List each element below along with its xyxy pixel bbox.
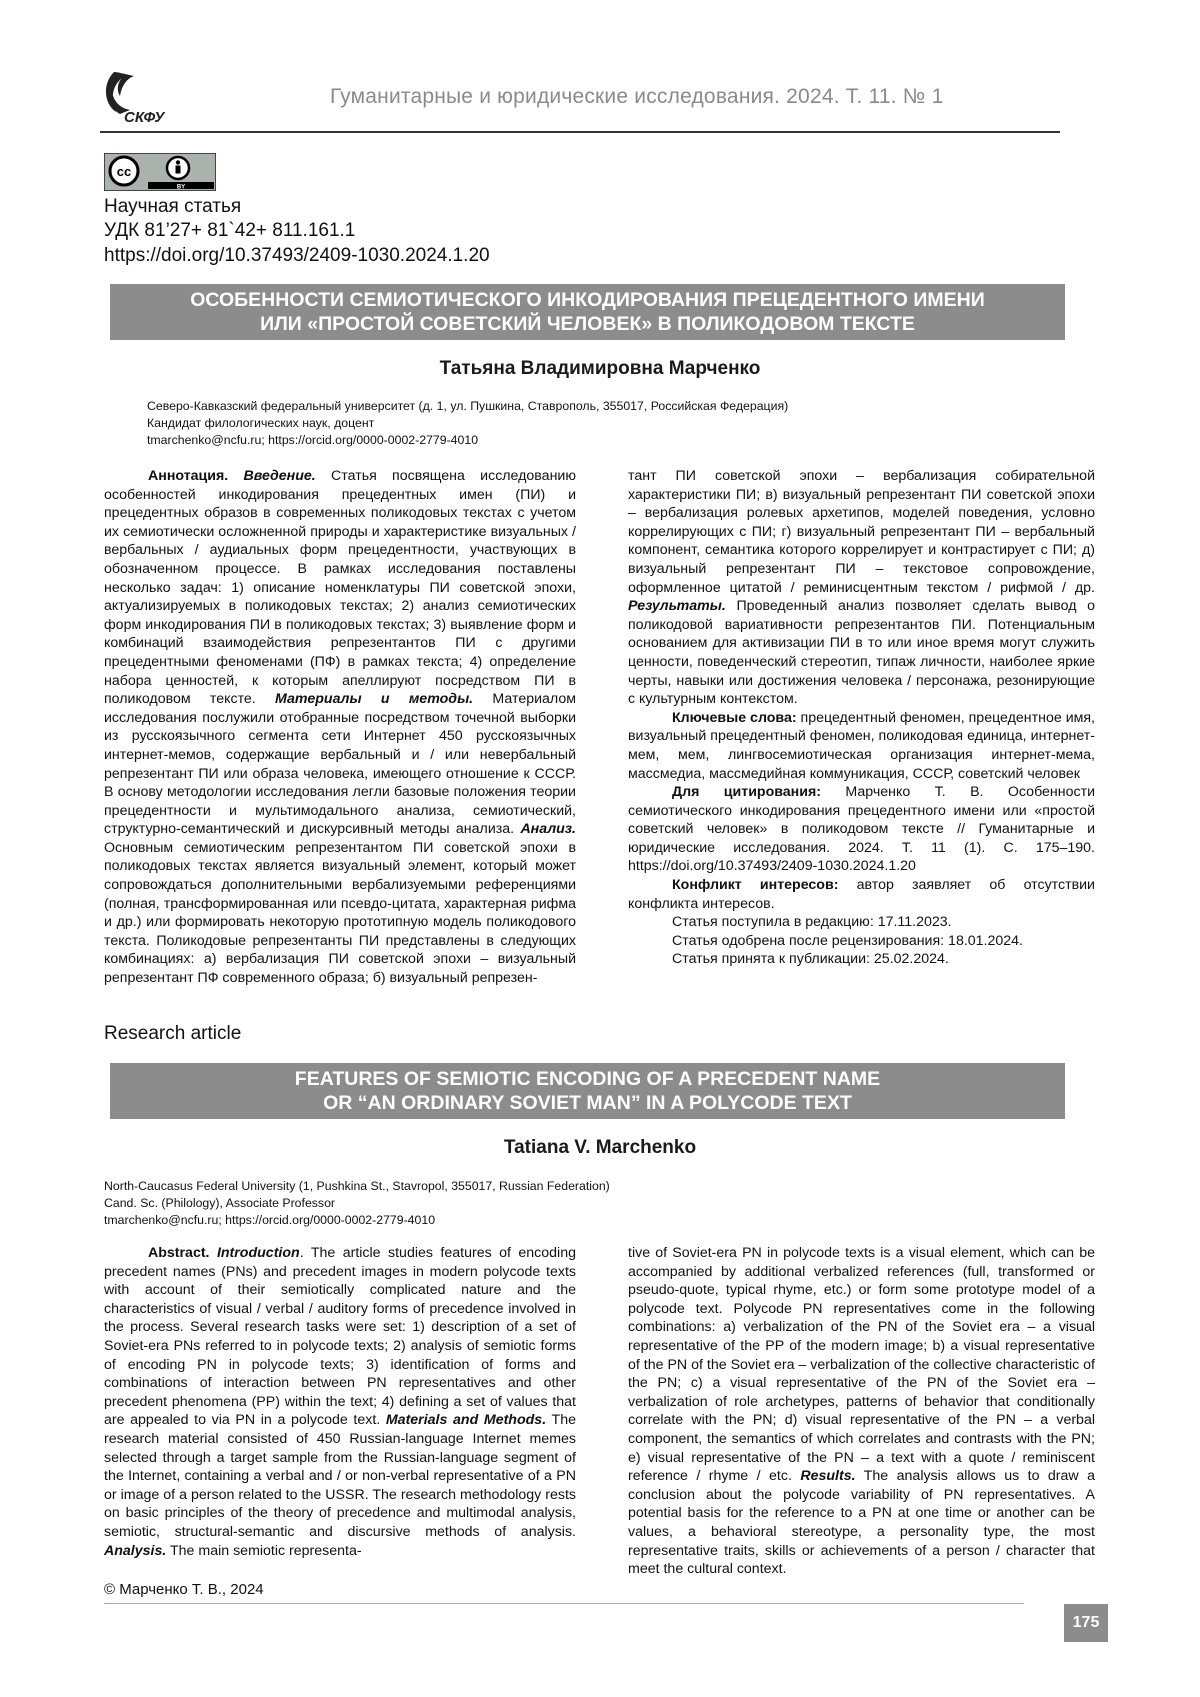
citation-ru: Марченко Т. В. Особенности семиотического инкодирования прецедентного имени или «простой советский человек» в поликодовом тексте // Гуманитарные и юридические исследования. 2024. Т. 11 (1). С. 175–190. https://doi.org/10.37493/2409-1030.2024.1.20 xyxy=(628,784,1095,874)
analysis-en-label: Analysis. xyxy=(104,1543,166,1559)
results-ru-label: Результаты. xyxy=(628,598,726,614)
date-accepted: Статья принята к публикации: 25.02.2024. xyxy=(628,950,1095,969)
analysis-en-continued: tive of Soviet-era PN in polycode texts is a visual element, which can be accompanied by additional verbalized references (full, transformed or pseudo-quote, typical rhyme, etc.) or form some prototype model of a polycode text. Polycode PN representatives come in the following combinations: a) verbalization of the PN of the Soviet era – a visual representative of the PP of the modern image; b) a visual representative of the PN of the Soviet era – verbalization of the collective characteristic of the PN; c) a visual representative of the PN of the Soviet era – verbalization of role archetypes, patterns of behavior that conditionally correlate with the PN; d) visual representative of the PN – a verbal component, the semantics of which correlates and contrasts with the PN; e) visual representative of the PN – a text with a quote / reminiscent reference / rhyme / etc. xyxy=(628,1245,1095,1484)
copyright-notice: © Марченко Т. В., 2024 xyxy=(104,1581,264,1598)
results-ru-text: Проведенный анализ позволяет сделать вывод о поликодовой вариативности репрезентантов ПИ. Потенциальным основанием для активизации ПИ в то или иное время могут служить ценности, поведенческий стереотип, типаж личности, наиболее яркие черты, навыки или достижения человека / персонажа, резонирующие с культурным контекстом. xyxy=(628,598,1095,707)
results-en-label: Results. xyxy=(800,1468,855,1484)
svg-text:cc: cc xyxy=(117,164,131,179)
methods-ru-label: Материалы и методы. xyxy=(275,691,473,707)
udk-code: УДК 81’27+ 81`42+ 811.161.1 xyxy=(104,220,355,242)
author-ru: Татьяна Владимировна Марченко xyxy=(0,358,1200,380)
article-type-ru: Научная статья xyxy=(104,196,241,218)
header-divider xyxy=(100,131,1060,133)
date-received: Статья поступила в редакцию: 17.11.2023. xyxy=(628,913,1095,932)
methods-ru-text: Материалом исследования послужили отобранные посредством точечной выборки из русскоязычного сегмента сети Интернет 450 русскоязычных интернет-мемов, содержащие вербальный и / или невербальный репрезентант ПИ или образа человека, имеющего отношение к СССР. В основу методологии исследования легли базовые положения теории прецедентности и мультимодального анализа, семиотический, структурно-семантический и дискурсивный методы анализа. xyxy=(104,691,576,837)
university-logo xyxy=(100,70,178,125)
affiliation-en-block xyxy=(104,1178,1024,1229)
intro-ru-text: Статья посвящена исследованию особенностей инкодирования прецедентных имен (ПИ) и прецедентных образов в современных поликодовых текстах с учетом их семиотически осложненной природы и характеристике визуальных / вербальных / аудиальных форм прецедентности, участвующих в обозначенном процессе. В рамках исследования поставлены несколько задач: 1) описание номенклатуры ПИ советской эпохи, актуализируемых в поликодовых текстах; 2) анализ семиотических форм инкодирования ПИ в поликодовых текстах; 3) выявление форм и комбинаций взаимодействия репрезентантов ПИ с другими прецедентными феноменами (ПФ) в рамках текста; 4) определение набора ценностей, к которым апеллируют посредством ПИ в поликодовом тексте. xyxy=(104,468,576,707)
affiliation-ru-block xyxy=(147,398,1067,449)
contact-en[interactable]: tmarchenko@ncfu.ru; https://orcid.org/0000-0002-2779-4010 xyxy=(104,1212,1024,1229)
results-en-text: The analysis allows us to draw a conclusion about the polycode variability of PN representatives. A potential basis for the reference to a PN at one time or another can be values, a behavioral stereotype, a personality type, the most representative traits, skills or achievements of a person / character that meet the cultural context. xyxy=(628,1468,1095,1574)
journal-title: Гуманитарные и юридические исследования. 2024. Т. 11. № 1 xyxy=(330,85,943,109)
conflict-ru-label: Конфликт интересов: xyxy=(672,877,838,893)
keywords-ru-label: Ключевые слова: xyxy=(672,710,797,726)
article-type-en: Research article xyxy=(104,1023,241,1045)
doi-link[interactable]: https://doi.org/10.37493/2409-1030.2024.1.20 xyxy=(104,245,490,267)
intro-en-label: Introduction xyxy=(217,1245,300,1261)
citation-ru-label: Для цитирования: xyxy=(672,784,821,800)
intro-ru-label: Введение. xyxy=(243,468,315,484)
analysis-ru-label: Анализ. xyxy=(520,821,576,837)
footer-divider xyxy=(104,1603,1024,1604)
cc-by-license-icon xyxy=(104,153,216,191)
keywords-ru: прецедентный феномен, прецедентное имя, визуальный прецедентный феномен, поликодовая единица, интернет-мем, мем, лингвосемиотическая организация интернет-мема, массмедиа, массмедийная коммуникация, СССР, советский человек xyxy=(628,710,1095,782)
title-ru-line1: ОСОБЕННОСТИ СЕМИОТИЧЕСКОГО ИНКОДИРОВАНИЯ ПРЕЦЕДЕНТНОГО ИМЕНИ xyxy=(110,288,1065,312)
abstract-ru-left-column xyxy=(104,467,576,1017)
title-en-line1: FEATURES OF SEMIOTIC ENCODING OF A PRECEDENT NAME xyxy=(110,1067,1065,1091)
analysis-ru-continued: тант ПИ советской эпохи – вербализация собирательной характеристики ПИ; в) визуальный репрезентант ПИ советской эпохи – вербализация ролевых архетипов, моделей поведения, условно коррелирующих с ПИ; г) визуальный репрезентант ПИ – вербальный компонент, семантика которого коррелирует и контрастирует с ПИ; д) визуальный репрезентант ПИ – текстовое сопровождение, оформленное цитатой / реминисцентным текстом / рифмой / др. xyxy=(628,468,1095,596)
title-ru-banner xyxy=(110,284,1065,340)
abstract-en-left-column xyxy=(104,1244,576,1574)
abstract-en-right-column xyxy=(628,1244,1095,1574)
intro-en-text: . The article studies features of encoding precedent names (PNs) and precedent images in modern polycode texts with account of their semiotically complicated nature and the characteristics of visual / verbal / auditory forms of precedence involved in the process. Several research tasks were set: 1) description of a set of Soviet-era PNs referred to in polycode texts; 2) analysis of semiotic forms of encoding PN in polycode texts; 3) identification of forms and combinations of interaction between PN representatives and other precedent phenomena (PP) within the text; 4) defining a set of values that are appealed to via PN in a polycode text. xyxy=(104,1245,576,1428)
affiliation-en: North-Caucasus Federal University (1, Pushkina St., Stavropol, 355017, Russian Federation) xyxy=(104,1178,1024,1195)
author-en: Tatiana V. Marchenko xyxy=(0,1137,1200,1159)
abstract-ru-label: Аннотация. xyxy=(148,468,228,484)
affiliation-ru: Северо-Кавказский федеральный университет (д. 1, ул. Пушкина, Ставрополь, 355017, Российская Федерация) xyxy=(147,398,1067,415)
abstract-ru-right-column xyxy=(628,467,1095,987)
logo-text: СКФУ xyxy=(124,109,166,125)
abstract-en-label: Abstract. xyxy=(148,1245,210,1261)
methods-en-text: The research material consisted of 450 Russian-language Internet memes selected through a target sample from the Russian-language segment of the Internet, containing a verbal and / or non-verbal representative of a PN or image of a person related to the USSR. The research methodology rests on basic principles of the theory of precedence and multimodal analysis, semiotic, structural-semantic and discursive methods of analysis. xyxy=(104,1412,576,1540)
page-number: 175 xyxy=(1064,1604,1108,1642)
methods-en-label: Materials and Methods. xyxy=(386,1412,546,1428)
degree-ru: Кандидат филологических наук, доцент xyxy=(147,415,1067,432)
title-en-banner xyxy=(110,1063,1065,1119)
degree-en: Cand. Sc. (Philology), Associate Professor xyxy=(104,1195,1024,1212)
date-approved: Статья одобрена после рецензирования: 18.01.2024. xyxy=(628,932,1095,951)
analysis-ru-text: Основным семиотическим репрезентантом ПИ советской эпохи в поликодовых текстах является визуальный элемент, который может сопровождаться дополнительными вербализуемыми референциями (полная, трансформированная или псевдо-цитата, характерная рифма и др.) или формировать некоторую прототипную модель поликодового текста. Поликодовые репрезентанты ПИ представлены в следующих комбинациях: а) вербализация ПИ советской эпохи – визуальный репрезентант ПФ современного образа; б) визуальный репрезен- xyxy=(104,840,576,986)
analysis-en-text: The main semiotic representa- xyxy=(170,1543,362,1559)
contact-ru[interactable]: tmarchenko@ncfu.ru; https://orcid.org/0000-0002-2779-4010 xyxy=(147,432,1067,449)
svg-text:BY: BY xyxy=(177,185,185,191)
conflict-ru: автор заявляет об отсутствии конфликта интересов. xyxy=(628,877,1095,912)
title-en-line2: OR “AN ORDINARY SOVIET MAN” IN A POLYCODE TEXT xyxy=(110,1091,1065,1115)
title-ru-line2: ИЛИ «ПРОСТОЙ СОВЕТСКИЙ ЧЕЛОВЕК» В ПОЛИКОДОВОМ ТЕКСТЕ xyxy=(110,312,1065,336)
